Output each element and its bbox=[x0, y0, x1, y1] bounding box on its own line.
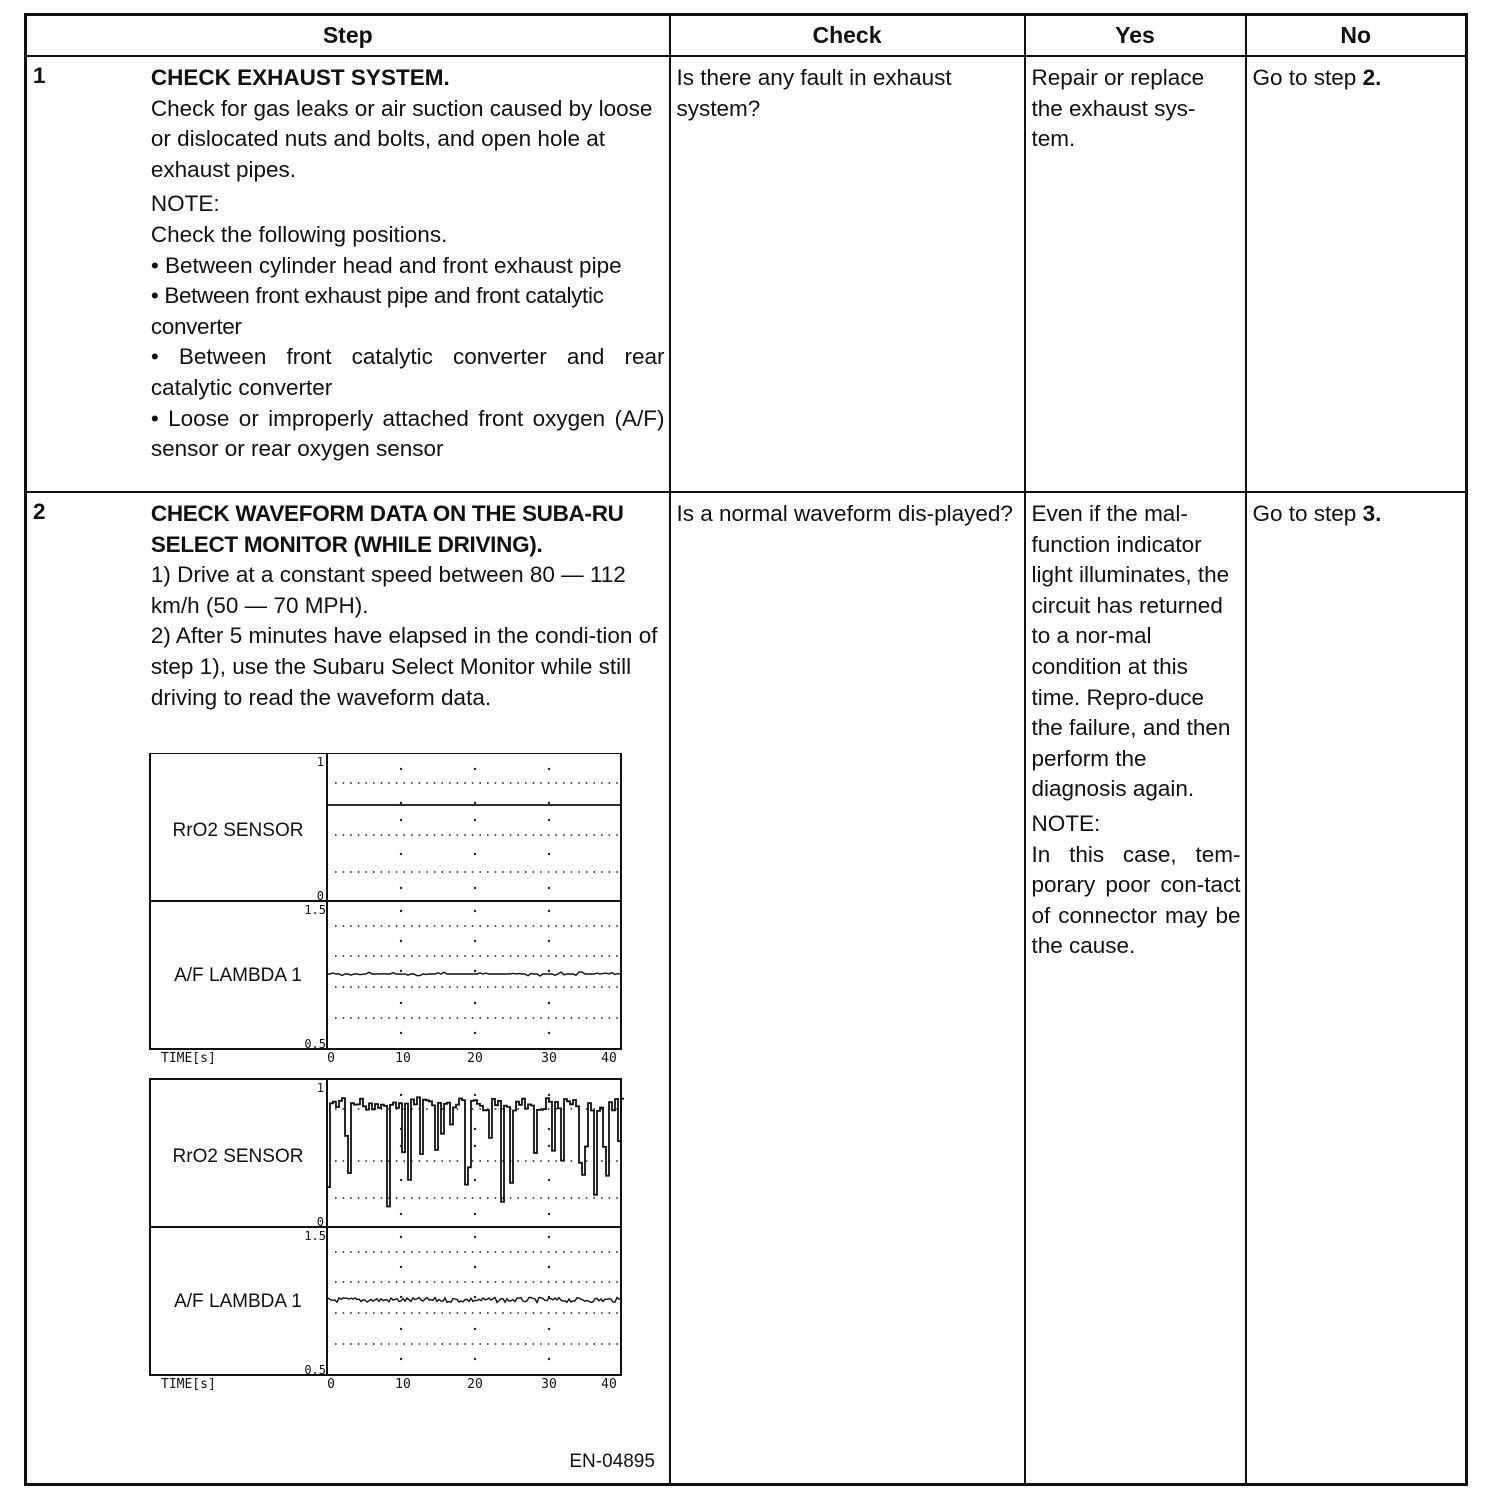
grid-dot bbox=[474, 1358, 476, 1360]
af-lambda-trace bbox=[327, 972, 621, 976]
grid-dot bbox=[400, 1002, 402, 1004]
grid-dot bbox=[548, 1094, 550, 1096]
time-tick-label: 10 bbox=[395, 1377, 411, 1393]
grid-dot bbox=[400, 1213, 402, 1215]
time-tick-label: 40 bbox=[601, 1051, 617, 1067]
grid-dot bbox=[400, 1328, 402, 1330]
waveform-figure bbox=[149, 753, 661, 1483]
time-tick-label: 0 bbox=[326, 1377, 335, 1393]
grid-dot bbox=[400, 887, 402, 889]
note-label: NOTE: bbox=[150, 191, 220, 217]
grid-dot bbox=[548, 1328, 550, 1330]
grid-dot bbox=[548, 853, 550, 855]
step-number: 1 bbox=[33, 63, 46, 88]
axis-tick-label: 1 bbox=[316, 755, 324, 770]
grid-dot bbox=[400, 1179, 402, 1181]
figure-code: EN-04895 bbox=[569, 1450, 655, 1472]
axis-tick-label: 0 bbox=[316, 889, 324, 904]
list-item: • Between front exhaust pipe and front catalytic converter bbox=[150, 283, 604, 339]
axis-tick-label: 0.5 bbox=[304, 1363, 326, 1378]
grid-dot bbox=[474, 1002, 476, 1004]
time-tick-label: 20 bbox=[467, 1377, 483, 1393]
grid-dot bbox=[548, 1145, 550, 1147]
axis-tick-label: 1.5 bbox=[304, 903, 326, 918]
time-tick-label: 20 bbox=[467, 1051, 483, 1067]
note-intro: Check the following positions. bbox=[150, 221, 448, 247]
check-cell bbox=[670, 56, 1025, 492]
sensor-label: RrO2 SENSOR bbox=[172, 820, 304, 842]
time-tick-label: 30 bbox=[541, 1051, 557, 1067]
check-cell bbox=[670, 492, 1025, 1485]
grid-dot bbox=[548, 1002, 550, 1004]
no-prefix: Go to step bbox=[1252, 65, 1363, 90]
step-cell bbox=[26, 492, 670, 1485]
grid-dot bbox=[474, 1236, 476, 1238]
header-check: Check bbox=[670, 15, 1025, 57]
grid-dot bbox=[474, 1032, 476, 1034]
grid-dot bbox=[474, 940, 476, 942]
grid-dot bbox=[400, 970, 402, 972]
step-cell bbox=[26, 56, 670, 492]
list-item: • Between cylinder head and front exhaust pipe bbox=[150, 252, 622, 278]
grid-dot bbox=[400, 1032, 402, 1034]
yes-text: Repair or replace the exhaust sys-tem. bbox=[1031, 65, 1205, 152]
no-suffix: . bbox=[1375, 65, 1382, 90]
grid-dot bbox=[548, 1358, 550, 1360]
grid-dot bbox=[548, 1266, 550, 1268]
grid-dot bbox=[400, 1358, 402, 1360]
axis-tick-label: 1.5 bbox=[304, 1229, 326, 1244]
check-text: Is a normal waveform dis-played? bbox=[676, 501, 1013, 526]
rro2-sensor-trace bbox=[327, 1097, 624, 1206]
grid-dot bbox=[474, 970, 476, 972]
step-instruction: 2) After 5 minutes have elapsed in the condi-tion of step 1), use the Subaru Select Monitor while still driving to read the waveform data. bbox=[150, 623, 658, 710]
grid-dot bbox=[548, 1236, 550, 1238]
time-axis-label: TIME[s] bbox=[160, 1051, 216, 1067]
grid-dot bbox=[548, 910, 550, 912]
grid-dot bbox=[548, 970, 550, 972]
no-suffix: . bbox=[1375, 501, 1382, 526]
grid-dot bbox=[474, 853, 476, 855]
axis-tick-label: 1 bbox=[316, 1081, 324, 1096]
list-item: • Loose or improperly attached front oxygen (A/F) sensor or rear oxygen sensor bbox=[150, 405, 665, 462]
header-yes: Yes bbox=[1025, 15, 1246, 57]
grid-dot bbox=[548, 1128, 550, 1130]
header-row bbox=[26, 15, 1467, 57]
grid-dot bbox=[474, 1179, 476, 1181]
check-text: Is there any fault in exhaust system? bbox=[676, 65, 952, 121]
grid-dot bbox=[400, 802, 402, 804]
no-step-ref: 2 bbox=[1362, 65, 1376, 90]
time-tick-label: 40 bbox=[601, 1377, 617, 1393]
grid-dot bbox=[474, 768, 476, 770]
no-prefix: Go to step bbox=[1252, 501, 1363, 526]
step-body: Check for gas leaks or air suction caused by loose or dislocated nuts and bolts, and open hole at exhaust pipes. bbox=[150, 95, 653, 182]
grid-dot bbox=[474, 802, 476, 804]
header-no: No bbox=[1246, 15, 1467, 57]
no-text bbox=[1247, 57, 1466, 94]
grid-dot bbox=[400, 1266, 402, 1268]
time-tick-label: 30 bbox=[541, 1377, 557, 1393]
grid-dot bbox=[400, 819, 402, 821]
yes-note-label: NOTE: bbox=[1031, 810, 1101, 836]
grid-dot bbox=[474, 1296, 476, 1298]
grid-dot bbox=[474, 910, 476, 912]
header-step: Step bbox=[26, 15, 670, 57]
grid-dot bbox=[400, 1236, 402, 1238]
grid-dot bbox=[400, 1094, 402, 1096]
list-item: • Between front catalytic converter and rear catalytic converter bbox=[150, 344, 665, 400]
yes-text: Even if the mal-function indicator light illuminates, the circuit has returned to a nor-mal condition at this time. Repro-duce the failure, and then perform the diagnosis again. bbox=[1031, 501, 1231, 802]
grid-dot bbox=[474, 1213, 476, 1215]
grid-dot bbox=[474, 1328, 476, 1330]
table-row bbox=[26, 56, 1467, 492]
yes-cell bbox=[1025, 56, 1246, 492]
sensor-label: RrO2 SENSOR bbox=[172, 1146, 304, 1168]
no-text bbox=[1247, 493, 1466, 530]
no-cell bbox=[1246, 492, 1467, 1485]
grid-dot bbox=[474, 1128, 476, 1130]
step-title: CHECK EXHAUST SYSTEM. bbox=[150, 65, 450, 90]
grid-dot bbox=[548, 768, 550, 770]
axis-tick-label: 0.5 bbox=[304, 1037, 326, 1052]
step-number: 2 bbox=[33, 499, 46, 524]
time-axis-label: TIME[s] bbox=[160, 1377, 216, 1393]
grid-dot bbox=[474, 887, 476, 889]
lambda-label: A/F LAMBDA 1 bbox=[174, 1291, 302, 1313]
time-tick-label: 10 bbox=[395, 1051, 411, 1067]
grid-dot bbox=[548, 819, 550, 821]
grid-dot bbox=[474, 819, 476, 821]
grid-dot bbox=[400, 768, 402, 770]
step-title: CHECK WAVEFORM DATA ON THE SUBA-RU SELECT MONITOR (WHILE DRIVING). bbox=[150, 501, 624, 557]
axis-tick-label: 0 bbox=[316, 1215, 324, 1230]
diagnostic-table bbox=[24, 13, 1468, 1486]
grid-dot bbox=[548, 1213, 550, 1215]
af-lambda-trace bbox=[327, 1298, 621, 1303]
yes-cell bbox=[1025, 492, 1246, 1485]
table-row bbox=[26, 492, 1467, 1485]
grid-dot bbox=[548, 802, 550, 804]
grid-dot bbox=[474, 1094, 476, 1096]
grid-dot bbox=[474, 1266, 476, 1268]
grid-dot bbox=[548, 1032, 550, 1034]
grid-dot bbox=[400, 940, 402, 942]
no-step-ref: 3 bbox=[1362, 501, 1376, 526]
step-instruction: 1) Drive at a constant speed between 80 — 112 km/h (50 — 70 MPH). bbox=[150, 562, 626, 618]
grid-dot bbox=[400, 910, 402, 912]
grid-dot bbox=[548, 1179, 550, 1181]
no-cell bbox=[1246, 56, 1467, 492]
yes-note: In this case, tem-porary poor con-tact of connector may be the cause. bbox=[1031, 841, 1241, 959]
grid-dot bbox=[548, 887, 550, 889]
grid-dot bbox=[548, 940, 550, 942]
lambda-label: A/F LAMBDA 1 bbox=[174, 965, 302, 987]
grid-dot bbox=[400, 1296, 402, 1298]
time-tick-label: 0 bbox=[326, 1051, 335, 1067]
grid-dot bbox=[400, 853, 402, 855]
grid-dot bbox=[474, 1145, 476, 1147]
waveform-graphic bbox=[149, 753, 661, 1483]
